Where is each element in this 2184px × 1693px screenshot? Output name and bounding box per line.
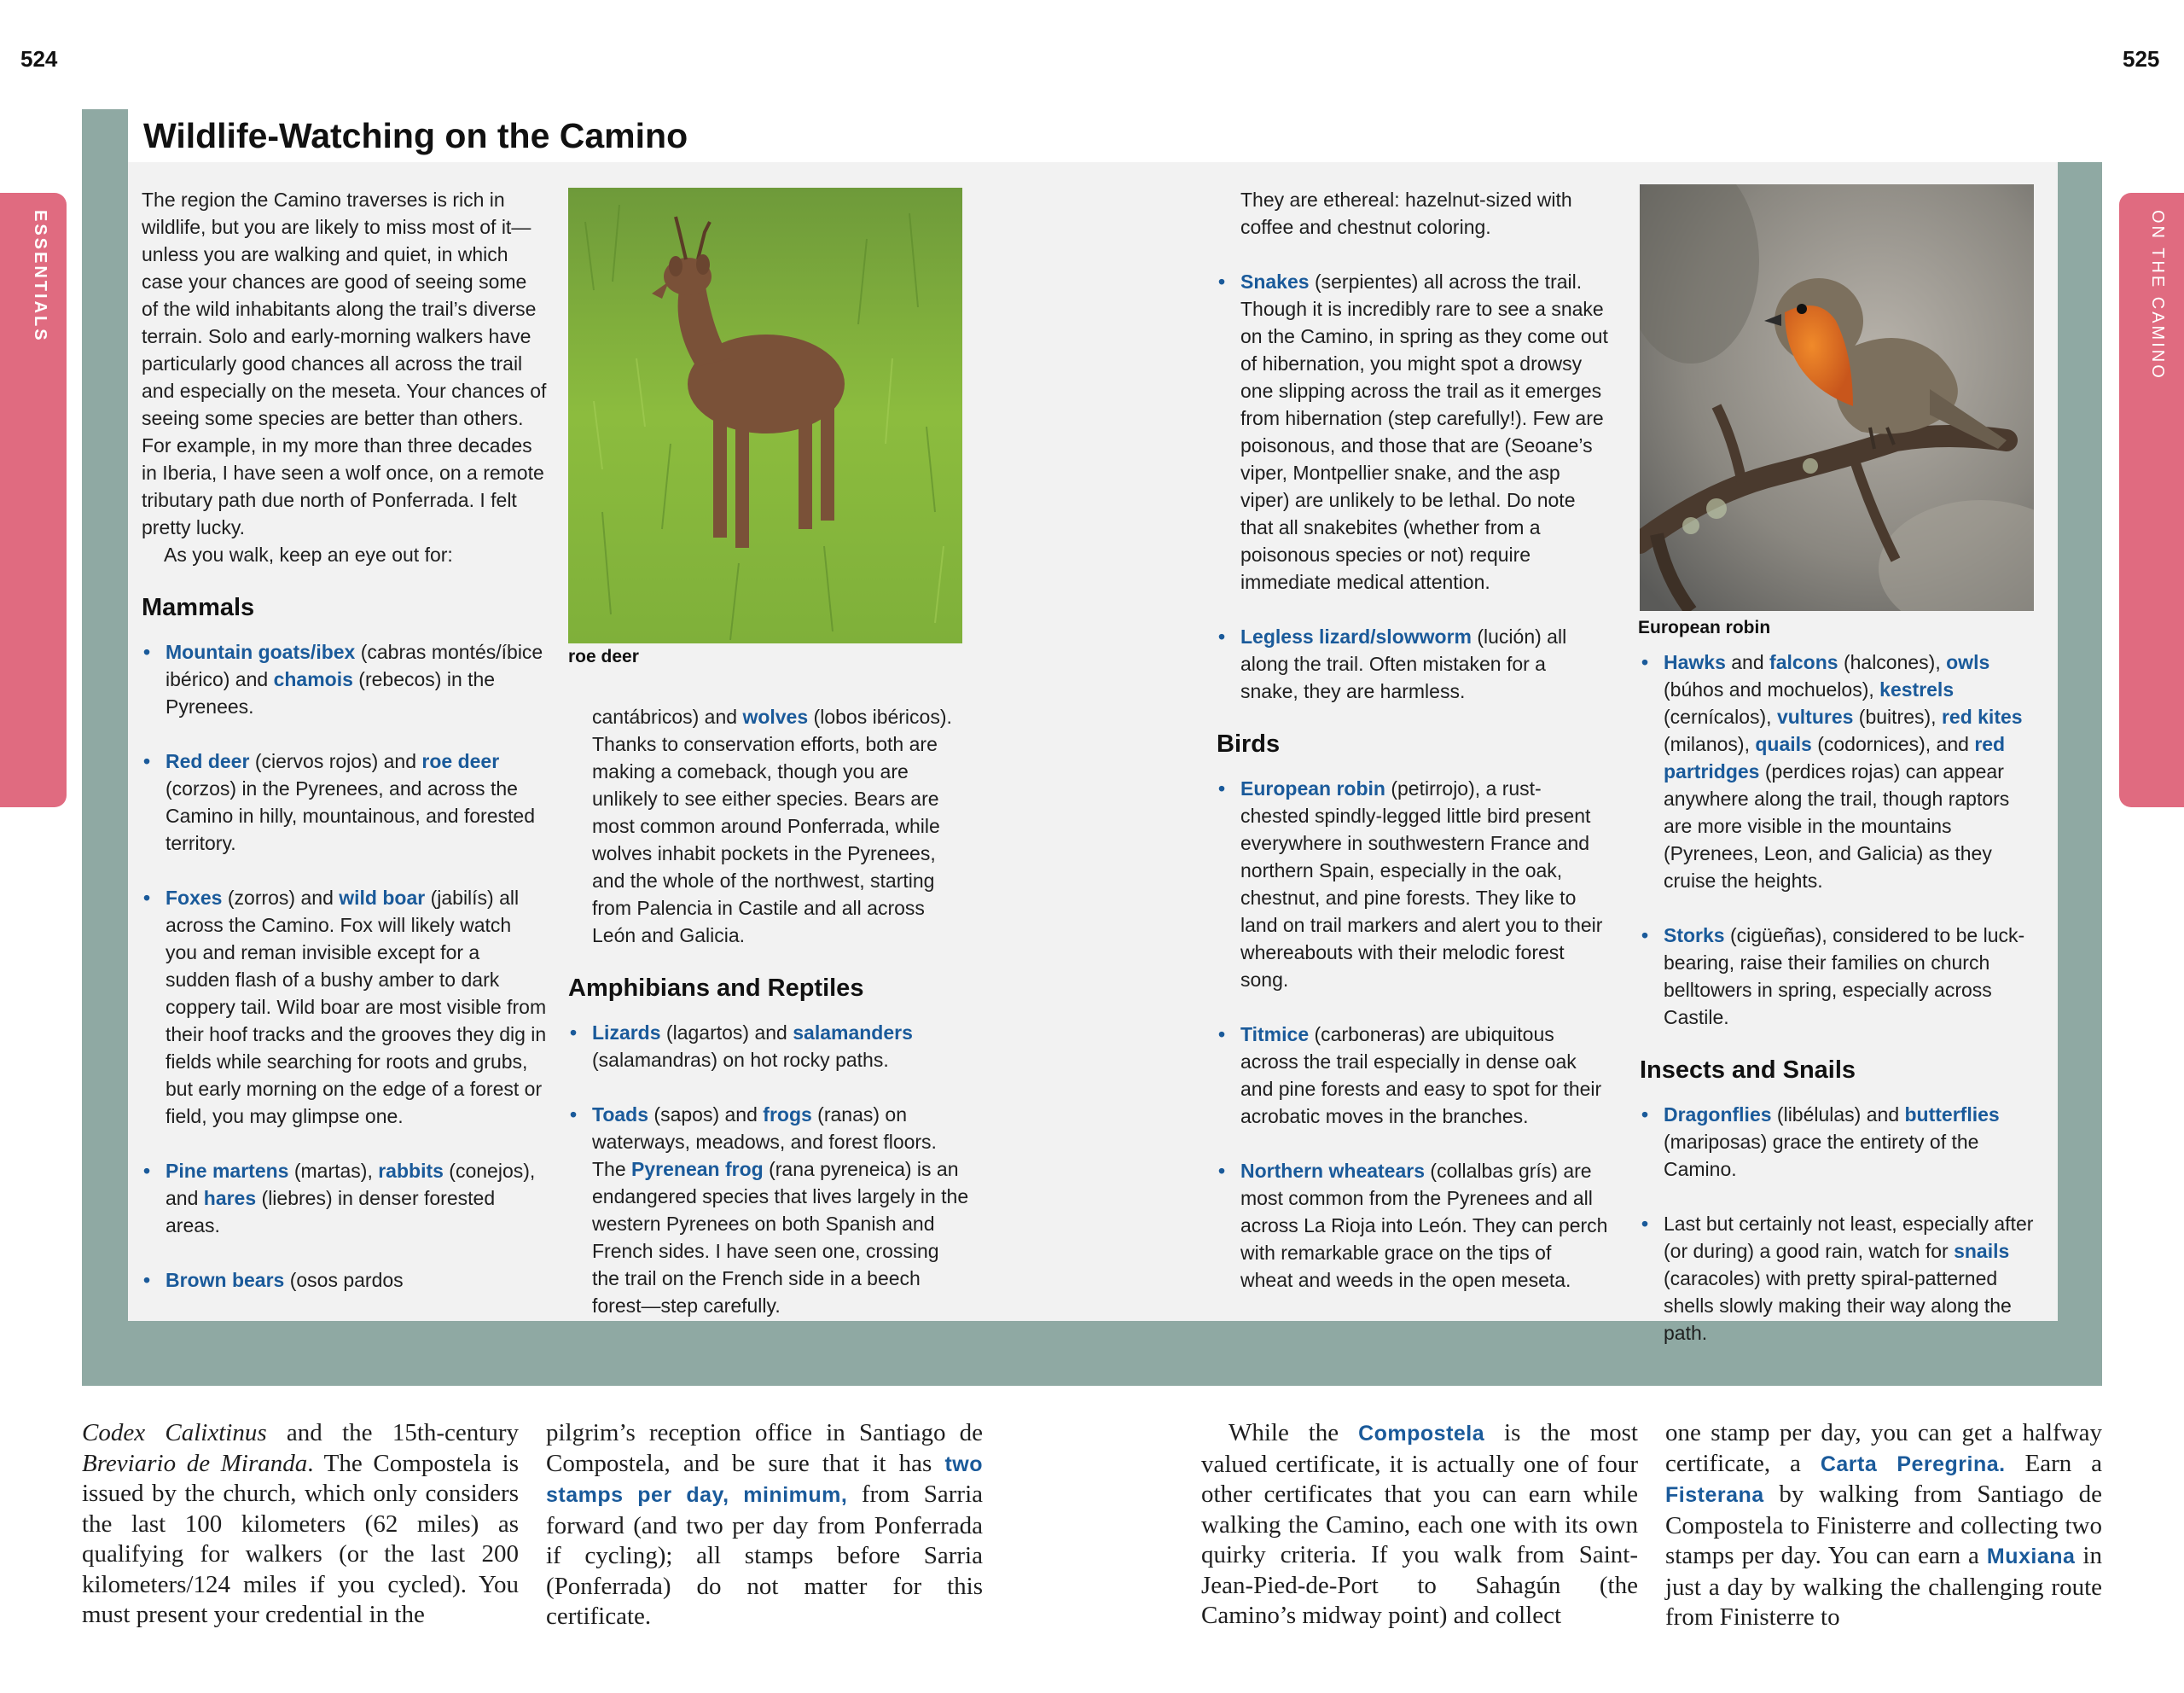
list-item: • Hawks and falcons (halcones), owls (búhos and mochuelos), kestrels (cernícalos), vultures (buitres), red kites (milanos), quails (codornices), and red partridges (perdices rojas) can appear anywhere along the trail, though raptors are more visible in the mountains (Pyrenees, Leon, and Galicia) as they cruise the heights. <box>1640 649 2034 894</box>
roe-deer-caption: roe deer <box>568 647 639 666</box>
list-item: • Storks (cigüeñas), considered to be luck-bearing, raise their families on church belltowers in spring, especially across Castile. <box>1640 922 2034 1031</box>
body-column-1: Codex Calixtinus and the 15th-century Breviario de Miranda. The Compostela is issued by the church, which only considers the last 100 kilometers (62 miles) as qualifying for walkers (or the last 200 kilometers/124 miles if you cycled). You must present your credential in the <box>82 1419 519 1628</box>
heading-insects: Insects and Snails <box>1640 1056 1856 1084</box>
birds-list-continued <box>1640 649 2034 1031</box>
section-tab-label: ESSENTIALS <box>31 210 49 343</box>
list-item: • Snakes (serpientes) all across the trail. Though it is incredibly rare to see a snake on the Camino, in spring as they come out of hibernation, you might spot a drowsy one slipping across the trail as it emerges from hibernation (step carefully!). Few are poisonous, and those that are (Seoane’s viper, Montpellier snake, and the asp viper) are unlikely to be lethal. Do note that all snakebites (whether from a poisonous species or not) require immediate medical attention. <box>1217 268 1609 596</box>
list-item: • Mountain goats/ibex (cabras montés/íbice ibérico) and chamois (rebecos) in the Pyrenees. <box>142 638 548 720</box>
list-item: • Pine martens (martas), rabbits (conejos), and hares (liebres) in denser forested areas. <box>142 1157 548 1239</box>
body-column-3: While the Compostela is the most valued certificate, it is actually one of four other certificates that you can earn while walking the Camino, each one with its own quirky criteria. If you walk from Saint-Jean-Pied-de-Port to Sahagún (the Camino’s midway point) and collect <box>1201 1419 1638 1629</box>
amphibians-list <box>568 1019 971 1319</box>
sidebar-title: Wildlife-Watching on the Camino <box>143 116 688 155</box>
birds-list <box>1217 775 1609 1294</box>
list-item: • Dragonflies (libélulas) and butterflies (mariposas) grace the entirety of the Camino. <box>1640 1101 2034 1183</box>
european-robin-image <box>1640 184 2034 611</box>
list-item: • Legless lizard/slowworm (lución) all along the trail. Often mistaken for a snake, they are harmless. <box>1217 623 1609 705</box>
list-item: • Lizards (lagartos) and salamanders (salamandras) on hot rocky paths. <box>568 1019 971 1073</box>
section-tab-label: ON THE CAMINO <box>2148 210 2167 381</box>
roe-deer-photo <box>568 188 962 643</box>
european-robin-caption: European robin <box>1638 618 1771 637</box>
insects-list <box>1640 1101 2034 1347</box>
body-column-2: pilgrim’s reception office in Santiago de Compostela, and be sure that it has two stamps per day, minimum, from Sarria forward (and two per day from Ponferrada if cycling); all stamps before Sarria (Ponferrada) do not matter for this certificate. <box>546 1419 984 1630</box>
section-tab-on-the-camino[interactable] <box>2119 193 2184 807</box>
heading-mammals: Mammals <box>142 594 255 621</box>
sidebar-column-4 <box>1640 649 2034 1347</box>
heading-amphibians: Amphibians and Reptiles <box>568 974 864 1002</box>
heading-birds: Birds <box>1217 730 1281 758</box>
sidebar-column-3 <box>1217 186 1609 1294</box>
bears-continued: cantábricos) and wolves (lobos ibéricos). Thanks to conservation efforts, both are making a comeback, though you are unlikely to see either species. Bears are most common around Ponferrada, while wolves inhabit pockets in the Pyrenees, and the whole of the northwest, starting from Palencia in Castile and all across León and Galicia. <box>592 706 952 946</box>
reptiles-list <box>1217 268 1609 705</box>
roe-deer-image <box>568 188 962 643</box>
body-column-4: one stamp per day, you can get a halfway certificate, a Carta Peregrina. Earn a Fisterana by walking from Santiago de Compostela to Finisterre and collecting two stamps per day. You can earn a Muxiana in just a day by walking the challenging route from Finisterre to <box>1665 1419 2102 1631</box>
list-item: • Titmice (carboneras) are ubiquitous across the trail especially in dense oak and pine forests and easy to spot for their acrobatic moves in the branches. <box>1217 1021 1609 1130</box>
european-robin-photo <box>1640 184 2034 611</box>
page-number-right: 525 <box>2123 46 2160 72</box>
list-item: • Last but certainly not least, especially after (or during) a good rain, watch for snails (caracoles) with pretty spiral-patterned shells slowly making their way along the path. <box>1640 1210 2034 1347</box>
intro-followup: As you walk, keep an eye out for: <box>164 544 453 566</box>
list-item: • Northern wheatears (collalbas grís) are most common from the Pyrenees and all across La Rioja into León. They can perch with remarkable grace on the tips of wheat and weeds in the open meseta. <box>1217 1157 1609 1294</box>
col3-intro: They are ethereal: hazelnut-sized with coffee and chestnut coloring. <box>1240 189 1572 238</box>
list-item: • Brown bears (osos pardos <box>142 1266 548 1294</box>
list-item: • Toads (sapos) and frogs (ranas) on waterways, meadows, and forest floors. The Pyrenean frog (rana pyreneica) is an endangered species that lives largely in the western Pyrenees on both Spanish and French sides. I have seen one, crossing the trail on the French side in a beech forest—step carefully. <box>568 1101 971 1319</box>
page-number-left: 524 <box>20 46 58 72</box>
sidebar-column-1 <box>142 186 548 1294</box>
list-item: • European robin (petirrojo), a rust-chested spindly-legged little bird present everywhere in southwestern France and northern Spain, especially in the oak, chestnut, and pine forests. They like to land on trail markers and alert you to their whereabouts with their melodic forest song. <box>1217 775 1609 993</box>
list-item: • Foxes (zorros) and wild boar (jabilís) all across the Camino. Fox will likely watch you and reman invisible except for a sudden flash of a bushy amber to dark coppery tail. Wild boar are most visible from their hoof tracks and the grooves they dig in fields while searching for roots and grubs, but early morning on the edge of a forest or field, you may glimpse one. <box>142 884 548 1130</box>
list-item: • Red deer (ciervos rojos) and roe deer (corzos) in the Pyrenees, and across the Camino in hilly, mountainous, and forested territory. <box>142 748 548 857</box>
intro-paragraph: The region the Camino traverses is rich in wildlife, but you are likely to miss most of it—unless you are walking and quiet, in which case your chances are good of seeing some of the wild inhabitants along the trail’s diverse terrain. Solo and early-morning walkers have particularly good chances all across the trail and especially on the meseta. Your chances of seeing some species are better than others. For example, in my more than three decades in Iberia, I have seen a wolf once, on a remote tributary path due north of Ponferrada. I felt pretty lucky. <box>142 189 547 538</box>
section-tab-essentials[interactable] <box>0 193 67 807</box>
sidebar-column-2 <box>568 703 971 1347</box>
mammals-list <box>142 638 548 1294</box>
